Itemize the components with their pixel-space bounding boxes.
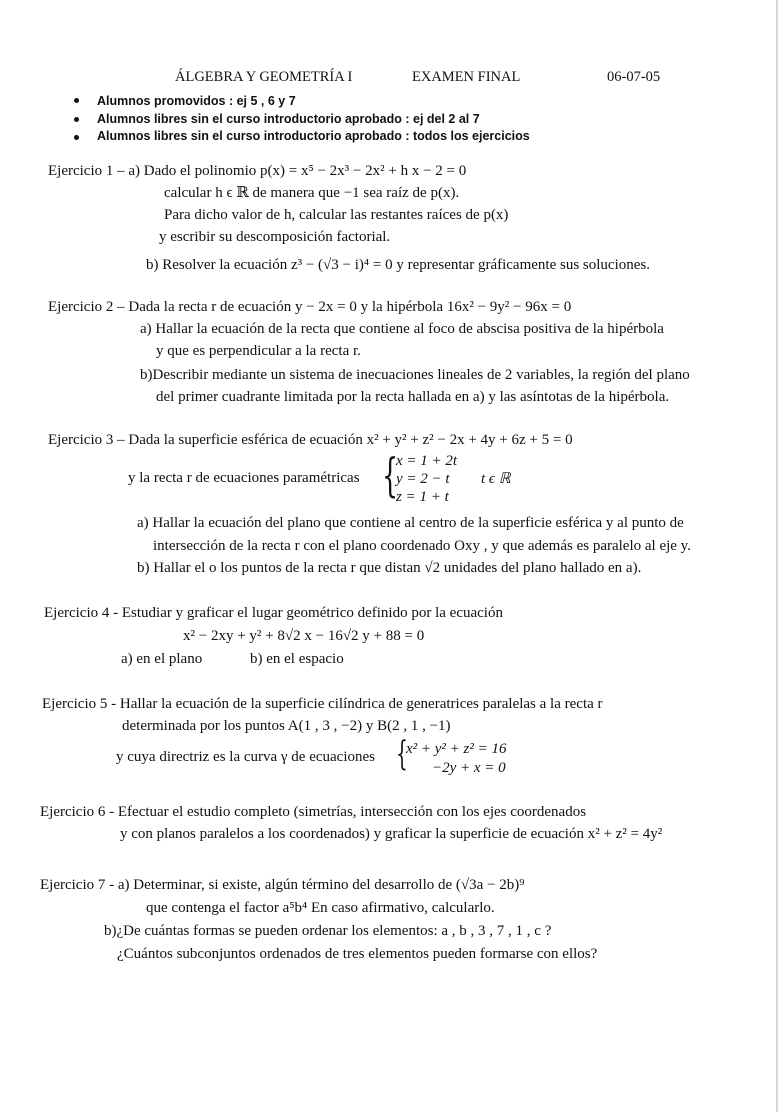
ej2-line-2: a) Hallar la ecuación de la recta que contiene al foco de abscisa positiva de la hipérbola	[140, 321, 664, 337]
ej6-line-1: Ejercicio 6 - Efectuar el estudio completo (simetrías, intersección con los ejes coordenados	[40, 804, 587, 820]
ej3-line-5: b) Hallar el o los puntos de la recta r que distan √2 unidades del plano hallado en a).	[137, 560, 642, 576]
ej5-line-2: determinada por los puntos A(1 , 3 , −2) y B(2 , 1 , −1)	[122, 718, 451, 734]
ej1-line-3: Para dicho valor de h, calcular las restantes raíces de p(x)	[164, 207, 509, 223]
ej5-system-eq-1: x² + y² + z² = 16	[406, 741, 507, 757]
ej1-line-5: b) Resolver la ecuación z³ − (√3 − i)⁴ = 0 y representar gráficamente sus soluciones.	[146, 257, 650, 273]
ej7-line-2: que contenga el factor a⁵b⁴ En caso afirmativo, calcularlo.	[146, 900, 495, 916]
ej7-line-1: Ejercicio 7 - a) Determinar, si existe, algún término del desarrollo de (√3a − 2b)⁹	[40, 877, 525, 893]
ej2-line-5: del primer cuadrante limitada por la recta hallada en a) y las asíntotas de la hipérbola.	[156, 389, 670, 405]
ej4-line-1: Ejercicio 4 - Estudiar y graficar el lugar geométrico definido por la ecuación	[44, 605, 503, 621]
ej1-line-2: calcular h ϵ ℝ de manera que −1 sea raíz de p(x).	[164, 185, 460, 201]
ej2-line-3: y que es perpendicular a la recta r.	[156, 343, 361, 359]
ej1-line-4: y escribir su descomposición factorial.	[159, 229, 391, 245]
ej2-line-1: Ejercicio 2 – Dada la recta r de ecuación y − 2x = 0 y la hipérbola 16x² − 9y² − 96x = 0	[48, 299, 572, 315]
ej7-line-3: b)¿De cuántas formas se pueden ordenar los elementos: a , b , 3 , 7 , 1 , c ?	[104, 923, 552, 939]
bullet-libres-2-7: Alumnos libres sin el curso introductorio aprobado : ej del 2 al 7	[97, 112, 480, 126]
ej3-line-3: a) Hallar la ecuación del plano que contiene al centro de la superficie esférica y al punto de	[137, 515, 684, 531]
ej5-system-brace: {	[396, 734, 408, 774]
ej1-line-1: Ejercicio 1 – a) Dado el polinomio p(x) = x⁵ − 2x³ − 2x² + h x − 2 = 0	[48, 163, 467, 179]
ej4-option-a: a) en el plano	[121, 651, 203, 667]
ej2-line-4: b)Describir mediante un sistema de inecuaciones lineales de 2 variables, la región del plano	[140, 367, 690, 383]
ej7-line-4: ¿Cuántos subconjuntos ordenados de tres elementos pueden formarse con ellos?	[117, 946, 598, 962]
bullet-libres-todos: Alumnos libres sin el curso introductorio aprobado : todos los ejercicios	[97, 129, 530, 143]
ej6-line-2: y con planos paralelos a los coordenados) y graficar la superficie de ecuación x² + z² = 4y²	[120, 826, 663, 842]
ej3-line-4: intersección de la recta r con el plano coordenado Oxy , y que además es paralelo al eje y.	[153, 538, 691, 554]
ej4-option-b: b) en el espacio	[250, 651, 344, 667]
ej5-line-1: Ejercicio 5 - Hallar la ecuación de la superficie cilíndrica de generatrices paralelas a la recta r	[42, 696, 603, 712]
ej3-system-eq-3: z = 1 + t	[396, 489, 449, 505]
ej3-system-brace: {	[382, 448, 399, 502]
course-title: ÁLGEBRA Y GEOMETRÍA I	[175, 69, 353, 85]
ej3-system-eq-2: y = 2 − t	[396, 471, 450, 487]
ej4-equation: x² − 2xy + y² + 8√2 x − 16√2 y + 88 = 0	[183, 628, 425, 644]
bullet-promovidos: Alumnos promovidos : ej 5 , 6 y 7	[97, 94, 296, 108]
ej5-system-eq-2: −2y + x = 0	[432, 760, 506, 776]
exam-date: 06-07-05	[607, 69, 661, 85]
ej5-line-3: y cuya directriz es la curva γ de ecuaciones	[116, 749, 375, 765]
scan-edge	[776, 0, 778, 1112]
ej3-system-eq-1: x = 1 + 2t	[396, 453, 458, 469]
ej3-line-2: y la recta r de ecuaciones paramétricas	[128, 470, 360, 486]
ej3-param-domain: t ϵ ℝ	[481, 471, 511, 487]
bullet-dot-1	[74, 98, 79, 103]
bullet-dot-2	[74, 117, 79, 122]
bullet-dot-3	[74, 135, 79, 140]
ej3-line-1: Ejercicio 3 – Dada la superficie esférica de ecuación x² + y² + z² − 2x + 4y + 6z + 5 = 0	[48, 432, 573, 448]
exam-title: EXAMEN FINAL	[412, 69, 521, 85]
